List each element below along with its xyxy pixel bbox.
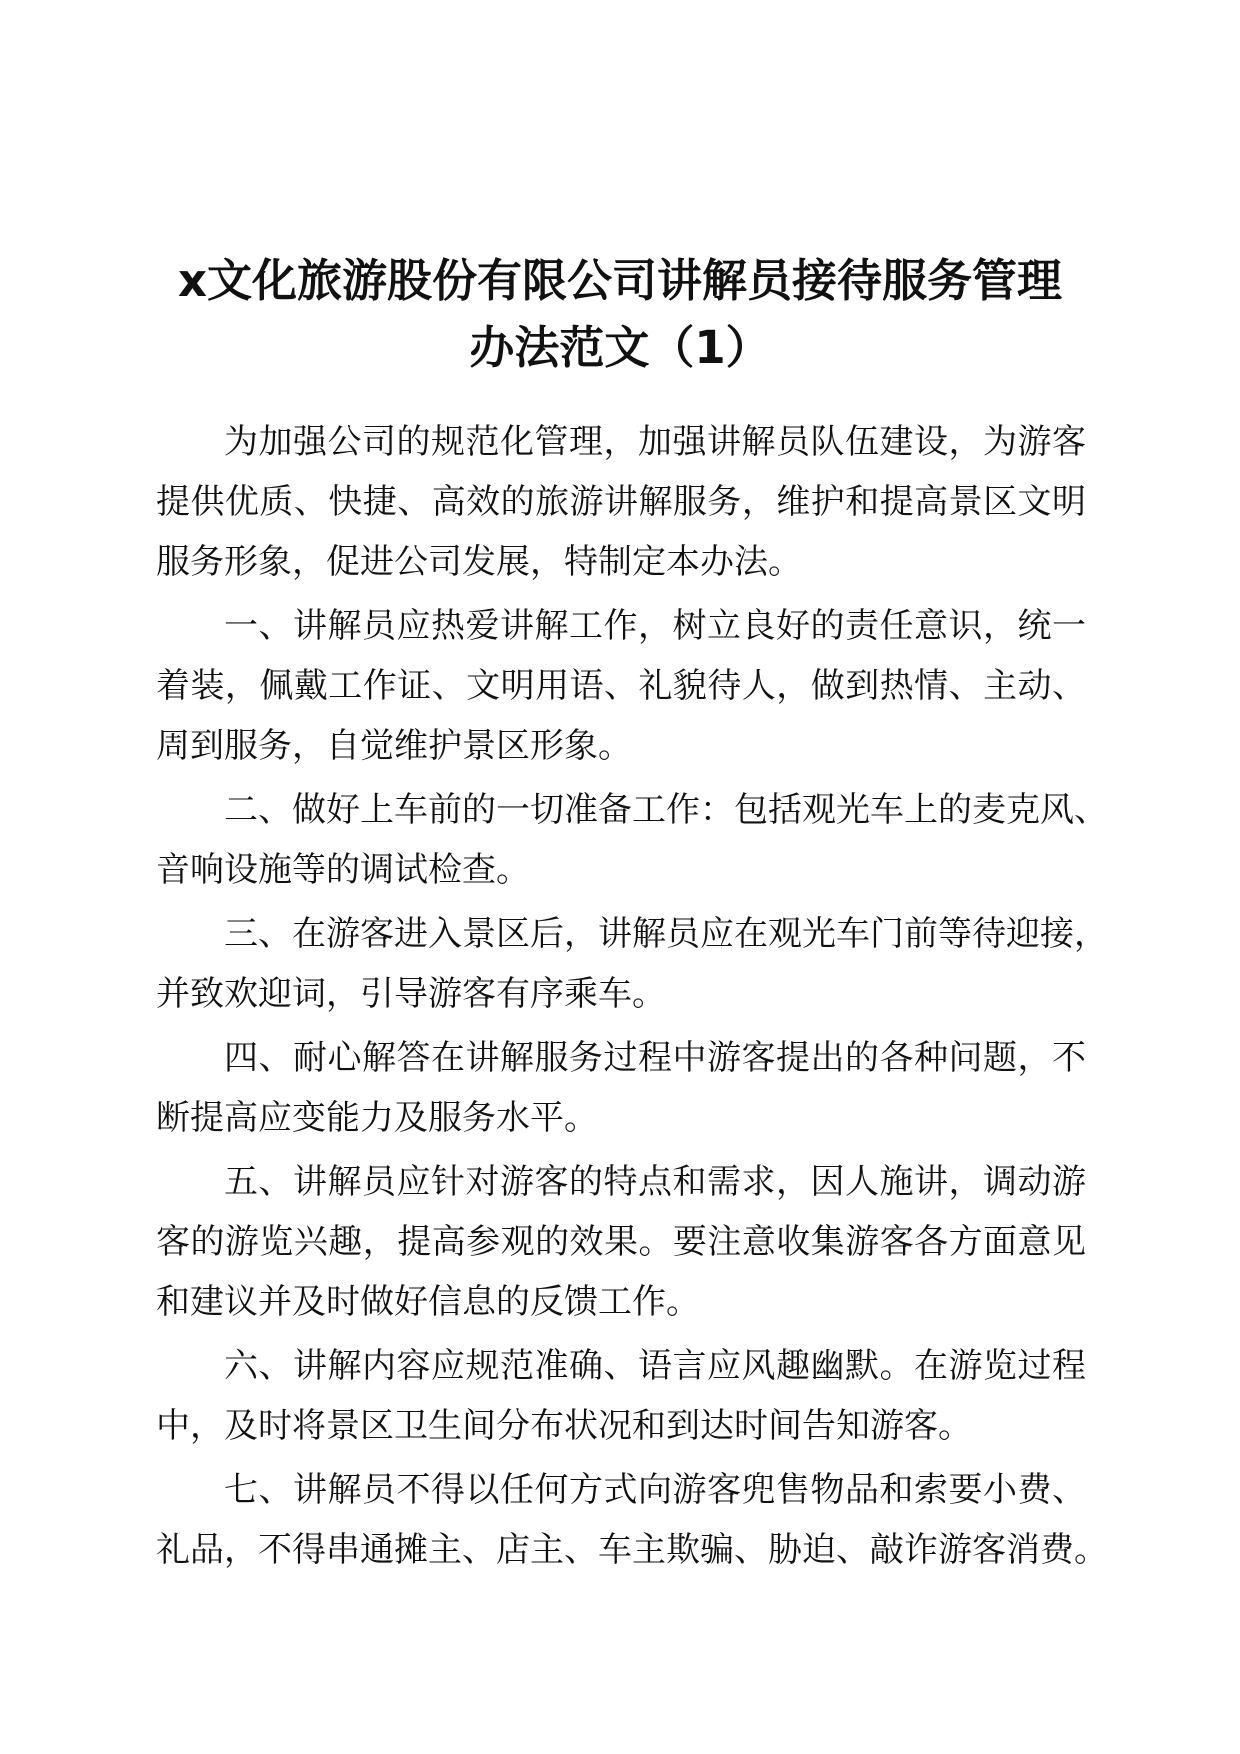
paragraph-line: 七、讲解员不得以任何方式向游客兜售物品和索要小费、 bbox=[224, 1470, 1086, 1510]
paragraph-line: 五、讲解员应针对游客的特点和需求，因人施讲，调动游 bbox=[224, 1162, 1086, 1202]
document-title-line-1: x文化旅游股份有限公司讲解员接待服务管理 bbox=[177, 254, 1063, 307]
paragraph-line: 音响设施等的调试检查。 bbox=[156, 850, 530, 890]
paragraph-line: 中，及时将景区卫生间分布状况和到达时间告知游客。 bbox=[156, 1406, 972, 1446]
paragraph-line: 断提高应变能力及服务水平。 bbox=[156, 1098, 598, 1138]
paragraph-line: 并致欢迎词，引导游客有序乘车。 bbox=[156, 974, 666, 1014]
paragraph-line: 客的游览兴趣，提高参观的效果。要注意收集游客各方面意见 bbox=[156, 1222, 1086, 1262]
paragraph-line: 三、在游客进入景区后，讲解员应在观光车门前等待迎接， bbox=[224, 914, 1108, 954]
paragraph-line: 周到服务，自觉维护景区形象。 bbox=[156, 726, 632, 766]
paragraph-line: 四、耐心解答在讲解服务过程中游客提出的各种问题，不 bbox=[224, 1038, 1086, 1078]
paragraph-line: 服务形象，促进公司发展，特制定本办法。 bbox=[156, 542, 802, 582]
paragraph-line: 着装，佩戴工作证、文明用语、礼貌待人，做到热情、主动、 bbox=[156, 666, 1086, 706]
paragraph-line: 礼品，不得串通摊主、店主、车主欺骗、胁迫、敲诈游客消费。 bbox=[156, 1530, 1108, 1570]
paragraph-line: 为加强公司的规范化管理，加强讲解员队伍建设，为游客 bbox=[224, 422, 1086, 462]
paragraph-line: 六、讲解内容应规范准确、语言应风趣幽默。在游览过程 bbox=[224, 1346, 1086, 1386]
paragraph-line: 一、讲解员应热爱讲解工作，树立良好的责任意识，统一 bbox=[224, 606, 1086, 646]
paragraph-line: 提供优质、快捷、高效的旅游讲解服务，维护和提高景区文明 bbox=[156, 482, 1086, 522]
paragraph-line: 二、做好上车前的一切准备工作：包括观光车上的麦克风、 bbox=[224, 790, 1108, 830]
document-title-line-2: 办法范文（1） bbox=[469, 321, 771, 374]
paragraph-line: 和建议并及时做好信息的反馈工作。 bbox=[156, 1282, 700, 1322]
